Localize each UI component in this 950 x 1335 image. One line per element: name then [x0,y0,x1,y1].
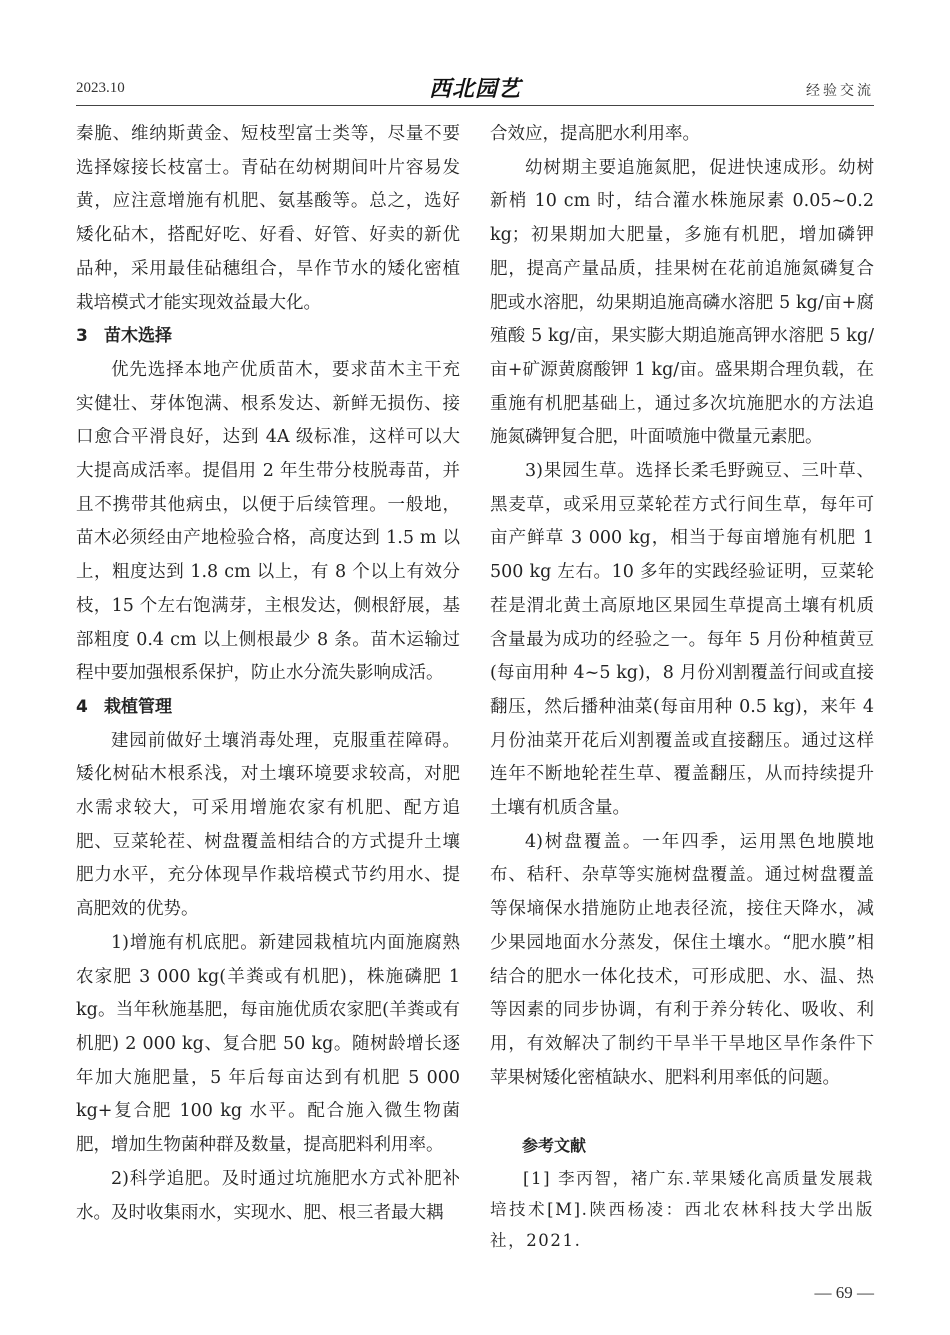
page-header [76,72,874,106]
header-rule [76,105,874,106]
left-column [76,118,460,1230]
section-3-number: 3 [76,326,88,347]
section-3-heading [76,320,460,354]
references-heading: 参考文献 [522,1136,587,1156]
issue-date: 2023.10 [76,80,125,96]
section-4-paragraph: 建园前做好土壤消毒处理，克服重茬障碍。矮化树砧木根系浅，对土壤环境要求较高，对肥水需求较大，可采用增施农家有机肥、配方追肥、豆菜轮茬、树盘覆盖相结合的方式提升土壤肥力水平，充分体现旱作栽培模式节约用水、提高肥效的优势。 [76,730,460,920]
journal-title: 西北园艺 [428,76,521,102]
right-column [490,118,874,1256]
column-name: 经验交流 [806,83,874,99]
item-3-paragraph: 3)果园生草。选择长柔毛野豌豆、三叶草、黑麦草，或采用豆菜轮茬方式行间生草，每年可亩产鲜草 3 000 kg，相当于每亩增施有机肥 1 500 kg 左右。10 多年的实践经验证明，豆菜轮茬是渭北黄土高原地区果园生草提高土壤有机质含量最为成功的经验之一。每年 5 月份种植黄豆(每亩用种 4~5 kg)，8 月份刈割覆盖行间或直接翻压，然后播种油菜(每亩用种 0.5 kg)，来年 4 月份油菜开花后刈割覆盖或直接翻压。通过这样连年不断地轮茬生草、覆盖翻压，从而持续提升土壤有机质含量。 [490,461,874,819]
section-4-heading [76,691,460,725]
item-2-paragraph-end: 合效应，提高肥水利用率。 [490,124,700,144]
item-4-paragraph: 4)树盘覆盖。一年四季，运用黑色地膜地布、秸秆、杂草等实施树盘覆盖。通过树盘覆盖等保墒保水措施防止地表径流，接住天降水，减少果园地面水分蒸发，保住土壤水。“肥水膜”相结合的肥水一体化技术，可形成肥、水、温、热等因素的同步协调，有利于养分转化、吸收、利用，有效解决了制约干旱半干旱地区旱作条件下苹果树矮化密植缺水、肥料利用率低的问题。 [490,831,874,1088]
section-4-title: 栽植管理 [104,696,172,717]
intro-paragraph: 秦脆、维纳斯黄金、短枝型富士类等，尽量不要选择嫁接长枝富士。青砧在幼树期间叶片容易发黄，应注意增施有机肥、氨基酸等。总之，选好矮化砧木，搭配好吃、好看、好管、好卖的新优品种，采用最佳砧穗组合，旱作节水的矮化密植栽培模式才能实现效益最大化。 [76,124,460,313]
item-2-continued-paragraph: 幼树期主要追施氮肥，促进快速成形。幼树新梢 10 cm 时，结合灌水株施尿素 0.05~0.2 kg；初果期加大肥量，多施有机肥，增加磷钾肥，提高产量品质，挂果树在花前追施氮磷复合肥或水溶肥，幼果期追施高磷水溶肥 5 kg/亩+腐殖酸 5 kg/亩，果实膨大期追施高钾水溶肥 5 kg/亩+矿源黄腐酸钾 1 kg/亩。盛果期合理负载，在重施有机肥基础上，通过多次坑施肥水的方法追施氮磷钾复合肥，叶面喷施中微量元素肥。 [490,157,874,448]
item-1-paragraph: 1)增施有机底肥。新建园栽植坑内面施腐熟农家肥 3 000 kg(羊粪或有机肥)，株施磷肥 1 kg。当年秋施基肥，每亩施优质农家肥(羊粪或有机肥) 2 000 kg、复合肥 50 kg。随树龄增长逐年加大施肥量，5 年后每亩达到有机肥 5 000 kg+复合肥 100 kg 水平。配合施入微生物菌肥，增加生物菌种群及数量，提高肥料利用率。 [76,932,460,1156]
section-4-number: 4 [76,696,88,717]
section-3-paragraph: 优先选择本地产优质苗木，要求苗木主干充实健壮、芽体饱满、根系发达、新鲜无损伤、接口愈合平滑良好，达到 4A 级标准，这样可以大大提高成活率。提倡用 2 年生带分枝脱毒苗，并且不携带其他病虫，以便于后续管理。一般地，苗木必须经由产地检验合格，高度达到 1.5 m 以上，粗度达到 1.8 cm 以上，有 8 个以上有效分枝，15 个左右饱满芽，主根发达，侧根舒展，基部粗度 0.4 cm 以上侧根最少 8 条。苗木运输过程中要加强根系保护，防止水分流失影响成活。 [76,359,460,684]
page-number: — 69 — [814,1283,874,1302]
item-2-paragraph-start: 2)科学追肥。及时通过坑施肥水方式补肥补水。及时收集雨水，实现水、肥、根三者最大耦 [76,1168,460,1223]
reference-item: [1] 李丙智，褚广东.苹果矮化高质量发展栽培技术[M].陕西杨凌：西北农林科技大学出版社，2021. [490,1169,874,1251]
section-3-title: 苗木选择 [104,326,172,347]
